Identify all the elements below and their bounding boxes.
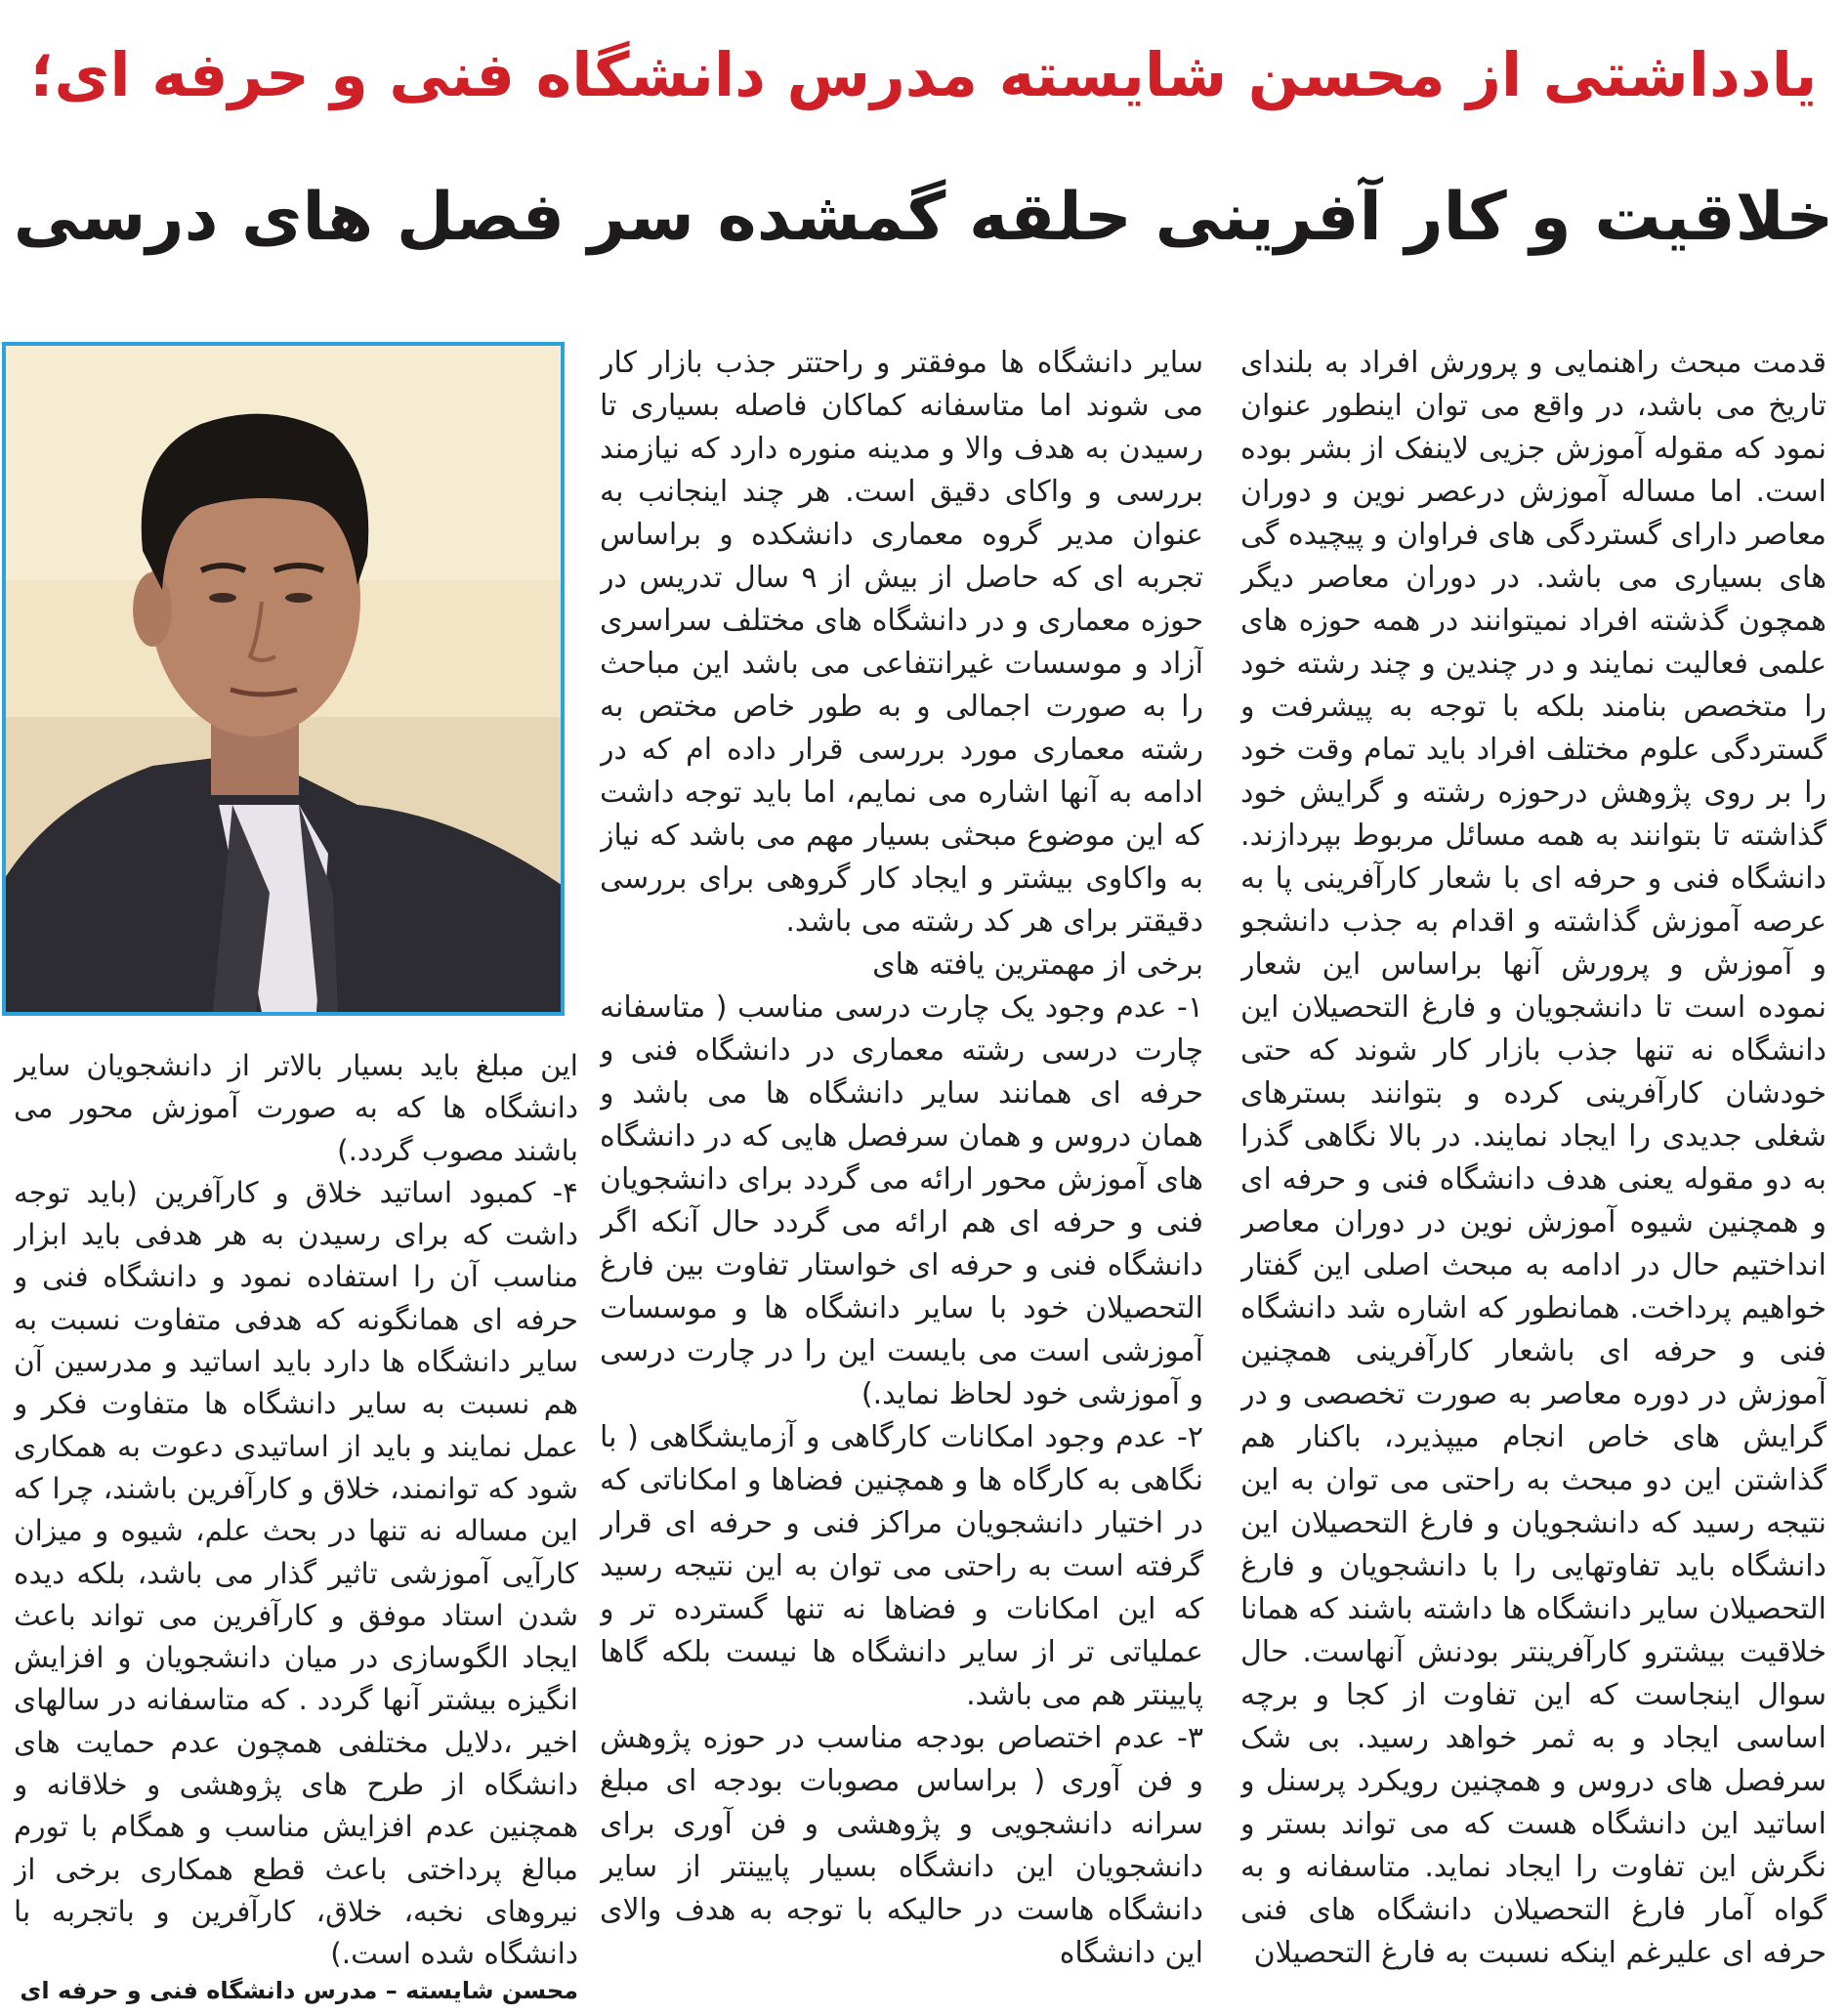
column-paragraph: ۴- کمبود اساتید خلاق و کارآفرین (باید توجه داشت که برای رسیدن به هر هدفی باید ابزار مناسب آن را استفاده نمود و دانشگاه فنی و حرفه ای همانگونه که هدفی متفاوت نسبت به سایر دانشگاه ها دارد باید اساتید و مدرسین آن هم نسبت به سایر دانشگاه ها متفاوت فکر و عمل نمایند و باید از اساتیدی دعوت به همکاری شود که توانمند، خلاق و کارآفرین باشند، چرا که این مساله نه تنها در بحث علم، شیوه و میزان کارآیی آموزشی تاثیر گذار می باشد، بلکه دیده شدن استاد موفق و کارآفرین می تواند باعث ایجاد الگوسازی در میان دانشجویان و افزایش انگیزه بیشتر آنها گردد . که متاسفانه در سالهای اخیر ،دلایل مختلفی همچون عدم حمایت های دانشگاه از طرح های پژوهشی و خلاقانه و همچنین عدم افزایش مناسب و همگام با تورم مبالغ پرداختی باعث قطع همکاری برخی از نیروهای نخبه، خلاق، کارآفرین و باتجربه با دانشگاه شده است.) <box>14 1175 578 1971</box>
column-paragraph: سایر دانشگاه ها موفقتر و راحتتر جذب بازار کار می شوند اما متاسفانه کماکان فاصله بسیاری تا رسیدن به هدف والا و مدینه منوره دارد که نیازمند بررسی و واکای دقیق است. هر چند اینجانب به عنوان مدیر گروه معماری دانشکده و براساس تجربه ای که حاصل از بیش از ۹ سال تدریس در حوزه معماری و در دانشگاه های مختلف سراسری آزاد و موسسات غیرانتفاعی می باشد این مباحث را به صورت اجمالی و به طور خاص مختص به رشته معماری مورد بررسی قرار داده ام که در ادامه به آنها اشاره می نمایم، اما باید توجه داشت که این موضوع مبحثی بسیار مهم می باشد که نیاز به واکاوی بیشتر و ایجاد کار گروهی برای بررسی دقیقتر برای هر کد رشته می باشد. <box>600 346 1203 939</box>
article-headline: خلاقیت و کار آفرینی حلقه گمشده سر فصل های درسی <box>13 179 1834 256</box>
article-column-left <box>14 1045 578 1978</box>
portrait-photo-icon <box>6 346 561 1012</box>
column-paragraph: قدمت مبحث راهنمایی و پرورش افراد به بلندای تاریخ می باشد، در واقع می توان اینطور عنوان نمود که مقوله آموزش جزیی لاینفک از بشر بوده است. اما مساله آموزش درعصر نوین و دوران معاصر دارای گستردگی های فراوان و پیچیده گی های بسیاری می باشد. در دوران معاصر دیگر همچون گذشته افراد نمیتوانند در همه حوزه های علمی فعالیت نمایند و در چندین و چند رشته خود را متخصص بنامند بلکه با توجه به پیشرفت و گستردگی علوم مختلف افراد باید تمام وقت خود را بر روی پژوهش درحوزه رشته و گرایش خود گذاشته تا بتوانند به همه مسائل مربوط بپردازند. دانشگاه فنی و حرفه ای با شعار کارآفرینی پا به عرصه آموزش گذاشته و اقدام به جذب دانشجو و آموزش و پرورش آنها براساس این شعار نموده است تا دانشجویان و فارغ التحصیلان این دانشگاه نه تنها جذب بازار کار شوند که حتی خودشان کارآفرینی کرده و بتوانند بسترهای شغلی جدیدی را ایجاد نمایند. در بالا نگاهی گذرا به دو مقوله یعنی هدف دانشگاه فنی و حرفه ای و همچنین شیوه آموزش نوین در دوران معاصر انداختیم حال در ادامه به مبحث اصلی این گفتار خواهیم پرداخت. همانطور که اشاره شد دانشگاه فنی و حرفه ای باشعار کارآفرینی همچنین آموزش در دوره معاصر به صورت تخصصی و در گرایش های خاص انجام میپذیرد، باکنار هم گذاشتن این دو مبحث به راحتی می توان به این نتیجه رسید که دانشجویان و فارغ التحصیلان این دانشگاه باید تفاوتهایی را با دانشجویان و فارغ التحصیلان سایر دانشگاه ها داشته باشند که همانا خلاقیت بیشترو کارآفرینتر بودنش آنهاست. حال سوال اینجاست که این تفاوت از کجا و برچه اساسی ایجاد و به ثمر خواهد رسید. بی شک سرفصل های دروس و همچنین رویکرد پرسنل و اساتید این دانشگاه هست که می تواند بستر و نگرش این تفاوت را ایجاد نماید. متاسفانه و به گواه آمار فارغ التحصیلان دانشگاه های فنی حرفه ای علیرغم اینکه نسبت به فارغ التحصیلان <box>1240 346 1826 1970</box>
column-paragraph: ۳- عدم اختصاص بودجه مناسب در حوزه پژوهش و فن آوری ( براساس مصوبات بودجه ای مبلغ سرانه دانشجویی و پژوهشی و فن آوری برای دانشجویان این دانشگاه بسیار پایینتر از سایر دانشگاه هاست در حالیکه با توجه به هدف والای این دانشگاه <box>600 1721 1203 1970</box>
article-column-middle <box>600 342 1203 2012</box>
column-paragraph: ۲- عدم وجود امکانات کارگاهی و آزمایشگاهی ( با نگاهی به کارگاه ها و همچنین فضاها و امکاناتی که در اختیار دانشجویان مراکز فنی و حرفه ای قرار گرفته است به راحتی می توان به این نتیجه رسید که این امکانات و فضاها نه تنها گسترده تر و عملیاتی تر از سایر دانشگاه ها نیست بلکه گاها پایینتر هم می باشد. <box>600 1420 1203 1712</box>
article-kicker: یادداشتی از محسن شایسته مدرس دانشگاه فنی و حرفه ای؛ <box>29 39 1818 110</box>
column-paragraph: برخی از مهمترین یافته های <box>872 947 1203 982</box>
author-byline: محسن شایسته – مدرس دانشگاه فنی و حرفه ای <box>20 1977 578 2004</box>
author-photo <box>2 342 565 1016</box>
article-column-right <box>1240 342 1826 2012</box>
column-paragraph: این مبلغ باید بسیار بالاتر از دانشجویان سایر دانشگاه ها که به صورت آموزش محور می باشند مصوب گردد.) <box>14 1049 578 1167</box>
column-paragraph: ۱- عدم وجود یک چارت درسی مناسب ( متاسفانه چارت درسی رشته معماری در دانشگاه فنی و حرفه ای همانند سایر دانشگاه ها می باشد و همان دروس و همان سرفصل هایی که در دانشگاه های آموزش محور ارائه می گردد برای دانشجویان فنی و حرفه ای هم ارائه می گردد حال آنکه اگر دانشگاه فنی و حرفه ای خواستار تفاوت بین فارغ التحصیلان خود با سایر دانشگاه ها و موسسات آموزشی است می بایست این را در چارت درسی و آموزشی خود لحاظ نماید.) <box>600 990 1203 1411</box>
